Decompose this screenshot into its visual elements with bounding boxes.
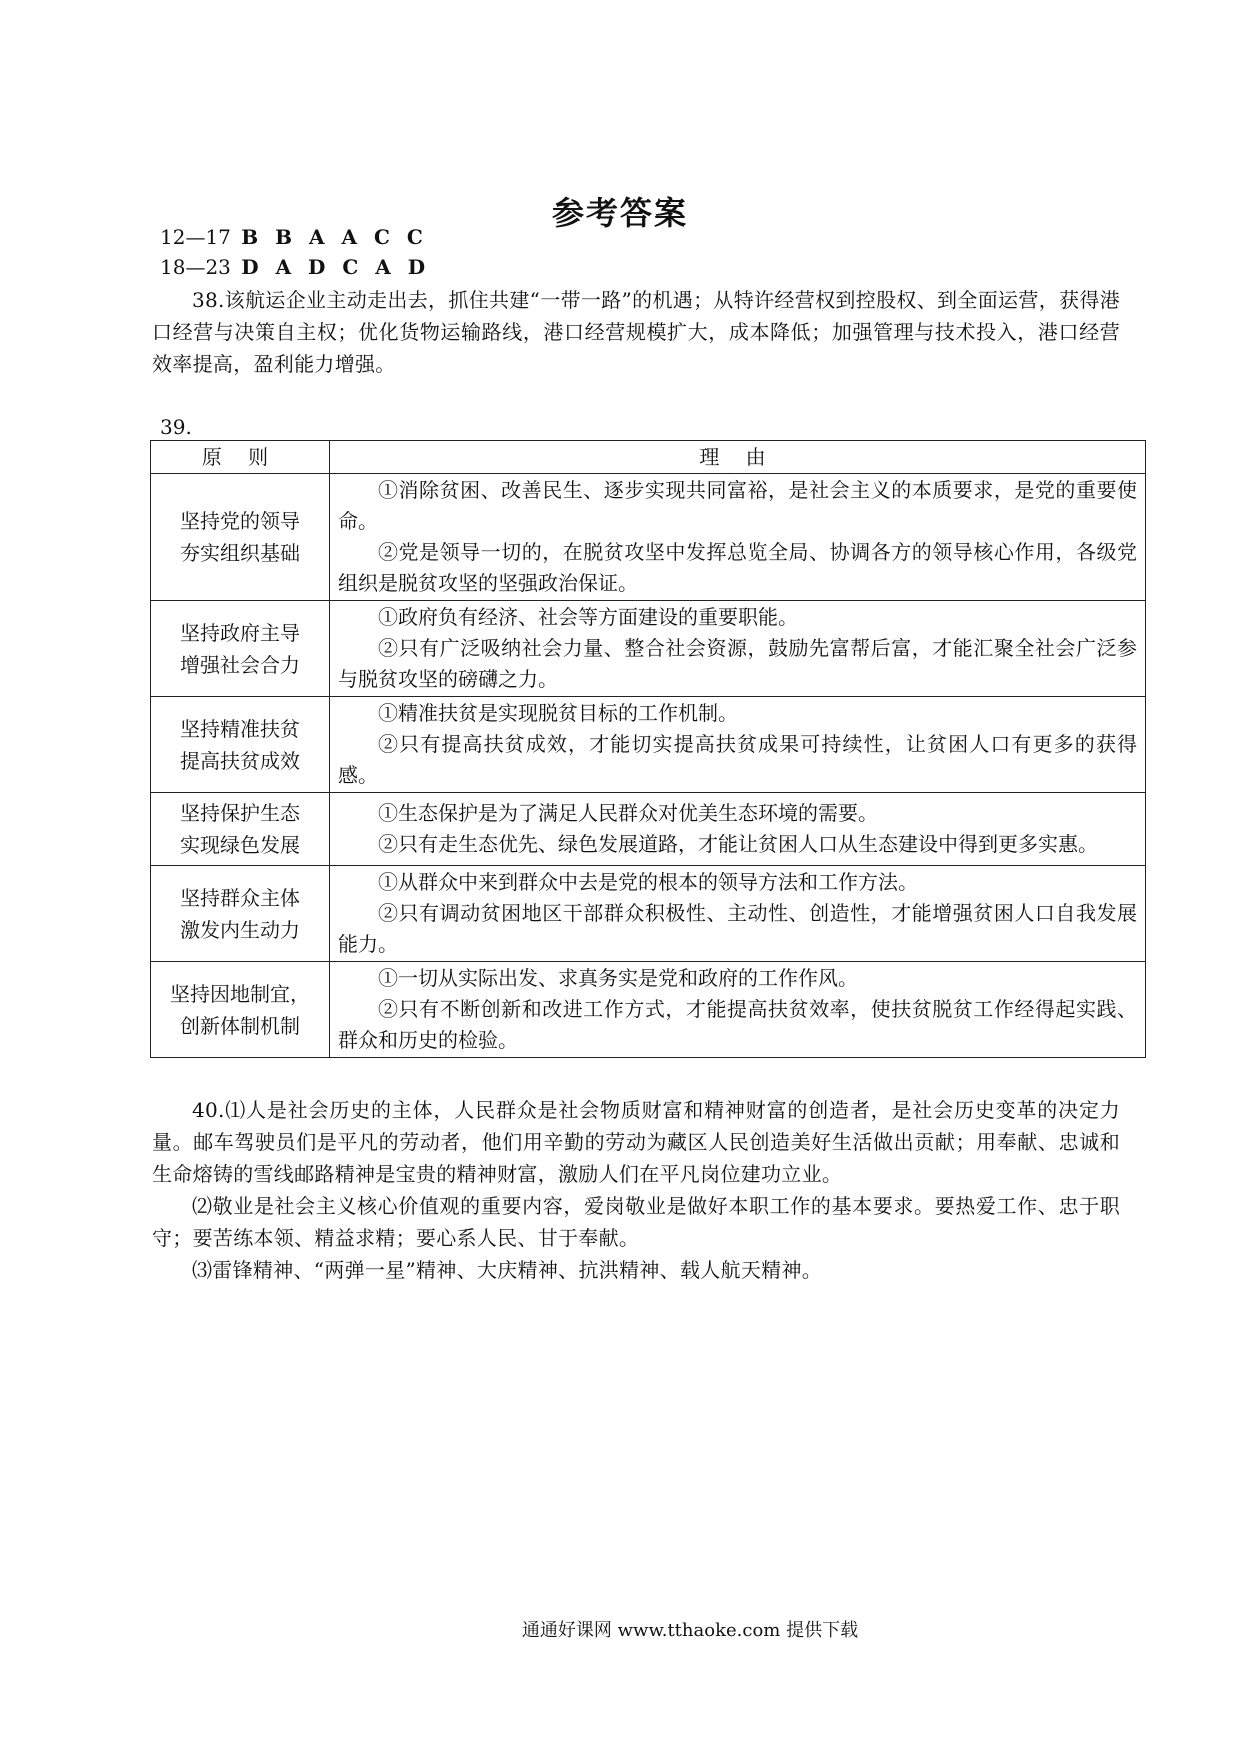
header-principle: 原 则 xyxy=(151,441,330,474)
reason-cell xyxy=(330,601,1146,697)
reason-cell xyxy=(330,866,1146,962)
principle-cell xyxy=(151,601,330,697)
reason-cell xyxy=(330,962,1146,1058)
question-38-answer: 38.该航运企业主动走出去，抓住共建“一带一路”的机遇；从特许经营权到控股权、到全面运营，获得港口经营与决策自主权；优化货物运输路线，港口经营规模扩大，成本降低；加强管理与技术投入，港口经营效率提高，盈利能力增强。 xyxy=(152,288,1120,376)
table-row xyxy=(151,793,1146,866)
reason-cell xyxy=(330,697,1146,793)
mc-range: 18—23 xyxy=(160,255,231,279)
mc-range: 12—17 xyxy=(160,225,231,249)
page-title: 参考答案 xyxy=(551,194,688,232)
table-row xyxy=(151,474,1146,601)
question-40-part-1: 40.⑴人是社会历史的主体，人民群众是社会物质财富和精神财富的创造者，是社会历史变革的决定力量。邮车驾驶员们是平凡的劳动者，他们用辛勤的劳动为藏区人民创造美好生活做出贡献；用奉献、忠诚和生命熔铸的雪线邮路精神是宝贵的精神财富，激励人们在平凡岗位建功立业。 xyxy=(152,1098,1120,1186)
reason-item: ②党是领导一切的，在脱贫攻坚中发挥总览全局、协调各方的领导核心作用，各级党组织是脱贫攻坚的坚强政治保证。 xyxy=(338,540,1137,595)
mc-answer-row-1 xyxy=(160,222,428,252)
principle-cell xyxy=(151,474,330,601)
principle-line: 坚持政府主导 xyxy=(180,620,300,645)
principle-cell xyxy=(151,962,330,1058)
reason-cell xyxy=(330,474,1146,601)
principle-line: 坚持党的领导 xyxy=(180,509,300,533)
principle-line: 激发内生动力 xyxy=(180,917,300,942)
question-40-part-3: ⑶雷锋精神、“两弹一星”精神、大庆精神、抗洪精神、载人航天精神。 xyxy=(192,1258,823,1282)
reason-cell xyxy=(330,793,1146,866)
principle-line: 坚持精准扶贫 xyxy=(180,716,300,741)
question-39-label: 39. xyxy=(160,415,192,439)
principle-line: 坚持群众主体 xyxy=(180,885,300,910)
table-row xyxy=(151,962,1146,1058)
reason-item: ①从群众中来到群众中去是党的根本的领导方法和工作方法。 xyxy=(378,870,918,894)
reason-item: ②只有走生态优先、绿色发展道路，才能让贫困人口从生态建设中得到更多实惠。 xyxy=(378,832,1098,856)
page-footer: 通通好课网 www.tthaoke.com 提供下载 xyxy=(521,1620,859,1641)
mc-answers: D A D C A D xyxy=(241,255,431,279)
header-reason: 理 由 xyxy=(330,441,1146,474)
table-row xyxy=(151,601,1146,697)
mc-answers: B B A A C C xyxy=(241,225,428,249)
reason-item: ②只有调动贫困地区干部群众积极性、主动性、创造性，才能增强贫困人口自我发展能力。 xyxy=(338,901,1137,956)
reason-item: ①消除贫困、改善民生、逐步实现共同富裕，是社会主义的本质要求，是党的重要使命。 xyxy=(338,478,1137,533)
mc-answer-row-2 xyxy=(160,252,430,282)
question-39-table xyxy=(150,440,1146,1058)
table-row xyxy=(151,866,1146,962)
principle-line: 坚持保护生态 xyxy=(180,801,300,825)
principle-line: 实现绿色发展 xyxy=(180,833,300,857)
reason-item: ②只有广泛吸纳社会力量、整合社会资源，鼓励先富帮后富，才能汇聚全社会广泛参与脱贫攻坚的磅礴之力。 xyxy=(338,636,1137,691)
principle-cell xyxy=(151,793,330,866)
reason-item: ①精准扶贫是实现脱贫目标的工作机制。 xyxy=(378,701,738,725)
principle-cell xyxy=(151,866,330,962)
principle-line: 提高扶贫成效 xyxy=(180,748,300,773)
table-header-row xyxy=(151,441,1146,474)
reason-item: ②只有不断创新和改进工作方式，才能提高扶贫效率，使扶贫脱贫工作经得起实践、群众和历史的检验。 xyxy=(338,997,1137,1052)
table-row xyxy=(151,697,1146,793)
question-40-part-2: ⑵敬业是社会主义核心价值观的重要内容，爱岗敬业是做好本职工作的基本要求。要热爱工作、忠于职守；要苦练本领、精益求精；要心系人民、甘于奉献。 xyxy=(152,1194,1120,1250)
principle-line: 创新体制机制 xyxy=(180,1013,300,1038)
principle-cell xyxy=(151,697,330,793)
reason-item: ②只有提高扶贫成效，才能切实提高扶贫成果可持续性，让贫困人口有更多的获得感。 xyxy=(338,732,1137,787)
reason-item: ①政府负有经济、社会等方面建设的重要职能。 xyxy=(378,605,798,629)
reason-item: ①一切从实际出发、求真务实是党和政府的工作作风。 xyxy=(378,966,858,990)
principle-line: 增强社会合力 xyxy=(180,652,300,677)
reason-item: ①生态保护是为了满足人民群众对优美生态环境的需要。 xyxy=(378,801,878,825)
principle-line: 夯实组织基础 xyxy=(180,541,300,565)
principle-line: 坚持因地制宜， xyxy=(170,981,310,1006)
